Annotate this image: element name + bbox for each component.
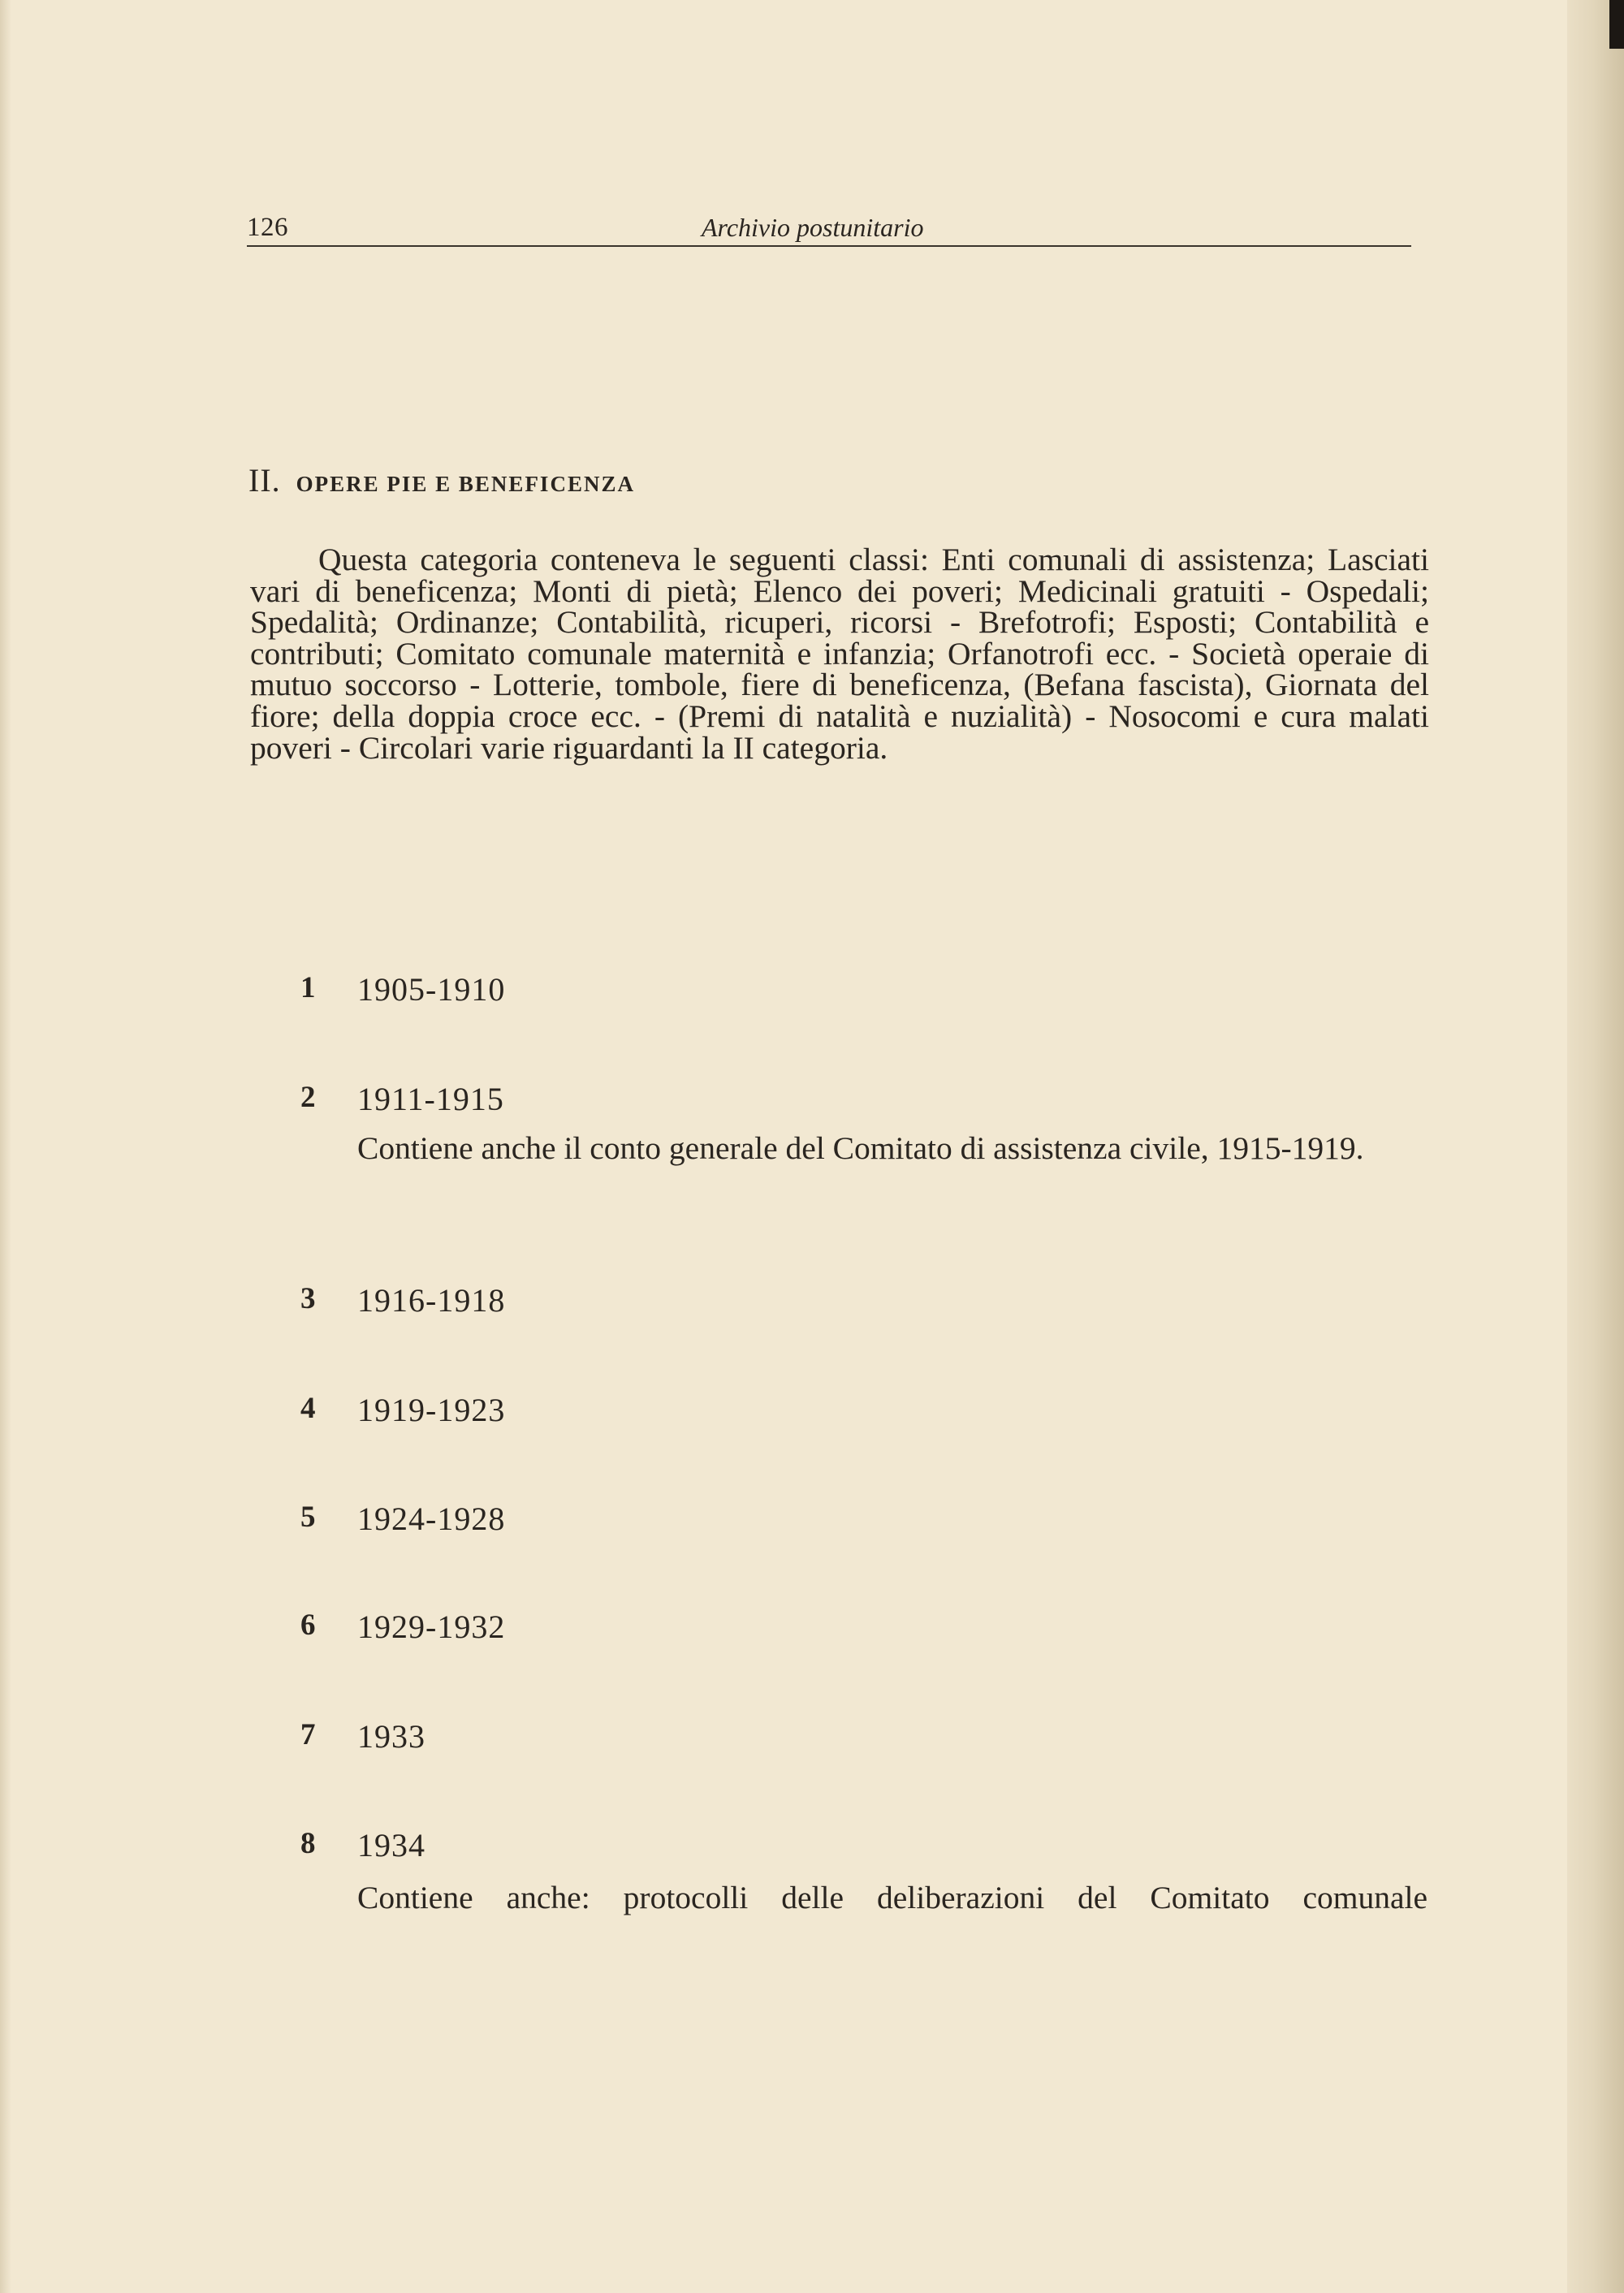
header-rule xyxy=(247,245,1411,247)
entry-note: Contiene anche: protocolli delle deliberazioni del Comitato comunale xyxy=(357,1880,1427,1915)
entry-number: 2 xyxy=(300,1081,316,1114)
entry-years: 1924-1928 xyxy=(357,1501,506,1537)
entry-note: Contiene anche il conto generale del Comitato di assistenza civile, 1915-1919. xyxy=(357,1130,1364,1166)
entry-years: 1934 xyxy=(357,1827,425,1863)
entry-years: 1905-1910 xyxy=(357,971,506,1008)
entry-number: 4 xyxy=(300,1392,316,1425)
entry-years: 1929-1932 xyxy=(357,1609,506,1645)
scan-corner xyxy=(1609,0,1624,49)
entry-number: 8 xyxy=(300,1827,316,1860)
running-head xyxy=(247,208,1411,248)
entry-number: 7 xyxy=(300,1718,316,1751)
section-title: OPERE PIE E BENEFICENZA xyxy=(296,472,635,496)
entry-years: 1911-1915 xyxy=(357,1081,504,1117)
entry-number: 3 xyxy=(300,1282,316,1315)
page-right-edge xyxy=(1567,0,1624,2293)
page-spine-edge xyxy=(0,0,11,2293)
entry-years: 1919-1923 xyxy=(357,1392,506,1428)
entry-number: 1 xyxy=(300,971,316,1004)
section-numeral: II. xyxy=(248,462,281,499)
entry-years: 1933 xyxy=(357,1718,425,1755)
page-number: 126 xyxy=(247,213,288,242)
entry-number: 6 xyxy=(300,1609,316,1642)
entry-years: 1916-1918 xyxy=(357,1282,506,1319)
intro-paragraph: Questa categoria conteneva le seguenti classi: Enti comunali di assistenza; Lasciati vari di beneficenza; Monti di pietà; Elenco dei poveri; Medicinali gratuiti - Ospedali; Spedalità; Ordinanze; Contabilità, ricuperi, ricorsi - Brefotrofi; Esposti; Contabilità e contributi; Comitato comunale maternità e infanzia; Orfanotrofi ecc. - Società operaie di mutuo soccorso - Lotterie, tombole, fiere di beneficenza, (Befana fascista), Giornata del fiore; della doppia croce ecc. - (Premi di natalità e nuzialità) - Nosocomi e cura malati poveri - Circolari varie riguardanti la II categoria. xyxy=(250,542,1429,766)
running-title: Archivio postunitario xyxy=(702,213,924,242)
section-heading xyxy=(248,461,635,499)
entry-number: 5 xyxy=(300,1501,316,1534)
